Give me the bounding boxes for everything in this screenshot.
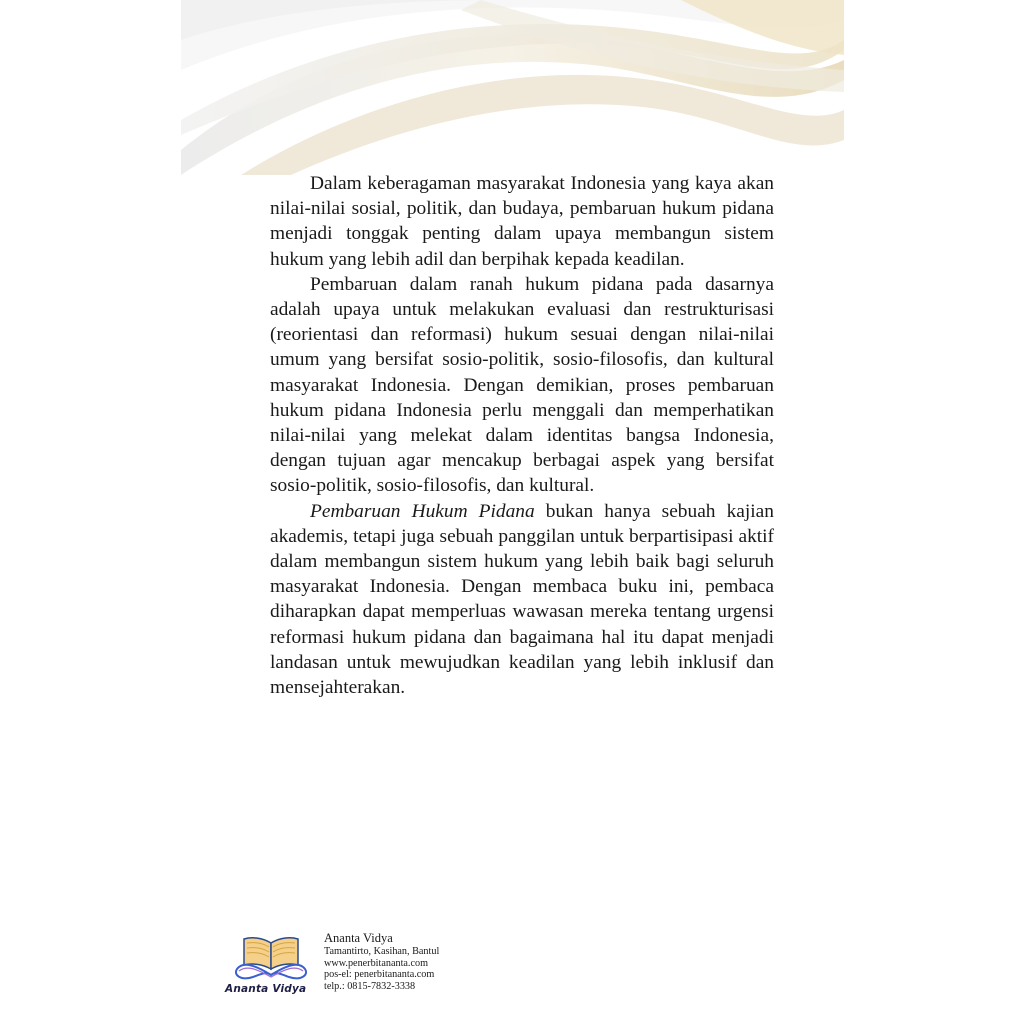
publisher-address: Tamantirto, Kasihan, Bantul — [324, 946, 440, 957]
blurb-paragraph-3: Pembaruan Hukum Pidana bukan hanya sebuah kajian akademis, tetapi juga sebuah panggilan untuk berpartisipasi aktif dalam membangun sistem hukum yang lebih baik bagi seluruh masyarakat Indonesia. Dengan membaca buku ini, pembaca diharapkan dapat memperluas wawasan mereka tentang urgensi reformasi hukum pidana dan bagaimana hal itu dapat menjadi landasan untuk mewujudkan keadilan yang lebih inklusif dan mensejahterakan. — [270, 500, 774, 699]
publisher-block — [225, 931, 485, 1001]
publisher-name: Ananta Vidya — [324, 931, 393, 945]
open-book-icon — [227, 931, 315, 983]
decorative-swoosh-banner — [181, 0, 844, 175]
publisher-logo — [225, 931, 317, 999]
back-cover-page — [181, 0, 844, 1024]
logo-wordmark: Ananta Vidya — [225, 983, 307, 995]
back-cover-blurb — [270, 171, 774, 700]
blurb-paragraph-1: Dalam keberagaman masyarakat Indonesia yang kaya akan nilai-nilai sosial, politik, dan budaya, pembaruan hukum pidana menjadi tonggak penting dalam upaya membangun sistem hukum yang lebih adil dan berpihak kepada keadilan. — [270, 173, 774, 270]
publisher-info — [324, 930, 494, 992]
publisher-website: www.penerbitananta.com — [324, 957, 429, 969]
blurb-paragraph-2: Pembaruan dalam ranah hukum pidana pada dasarnya adalah upaya untuk melakukan evaluasi dan restrukturisasi (reorientasi dan reformasi) hukum sesuai dengan nilai-nilai umum yang bersifat sosio-politik, sosio-filosofis, dan kultural masyarakat Indonesia. Dengan demikian, proses pembaruan hukum pidana Indonesia perlu menggali dan memperhatikan nilai-nilai yang melekat dalam identitas bangsa Indonesia, dengan tujuan agar mencakup berbagai aspek yang bersifat sosio-politik, sosio-filosofis, dan kultural. — [270, 273, 774, 497]
publisher-email: pos-el: penerbitananta.com — [324, 969, 435, 981]
book-title-italic: Pembaruan Hukum Pidana — [310, 500, 535, 522]
publisher-phone: telp.: 0815-7832-3338 — [324, 980, 416, 992]
